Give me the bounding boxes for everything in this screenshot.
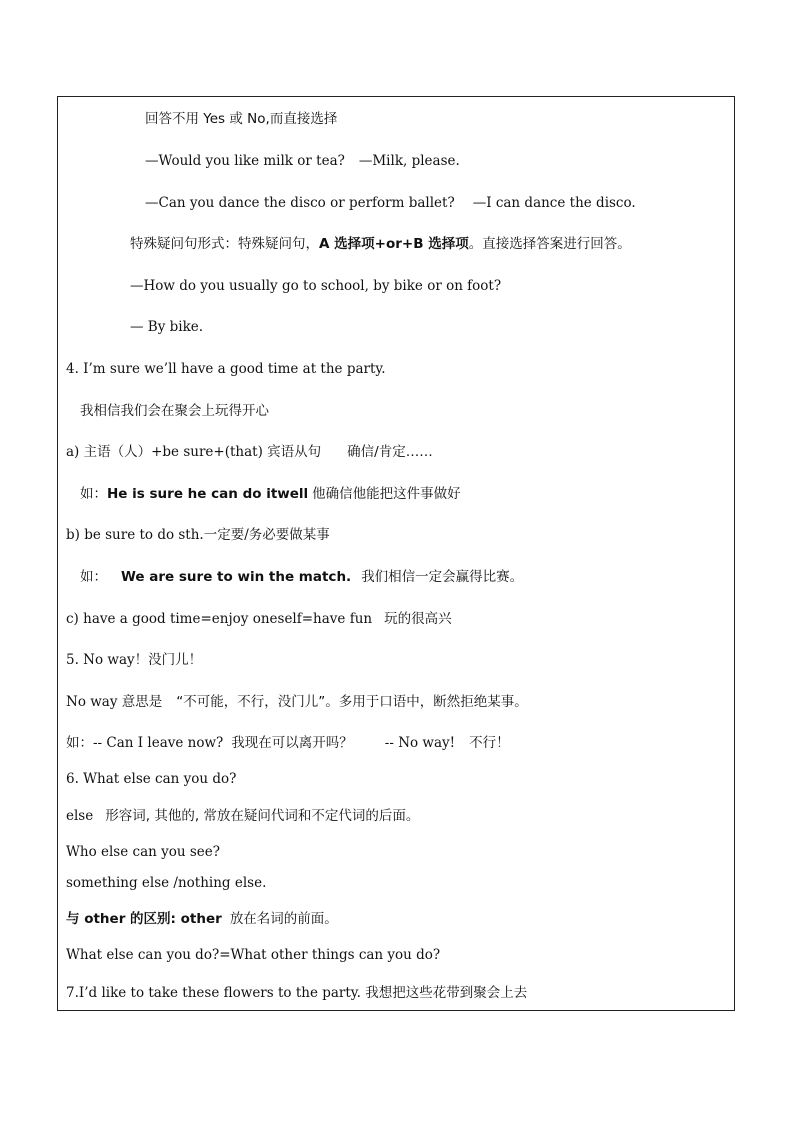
meaning-label: No way 意思是	[66, 694, 163, 710]
else-example-1	[66, 843, 220, 861]
rule-b	[66, 526, 330, 544]
heading-text: 5. No way！没门儿！	[66, 652, 203, 668]
example-answer-translation: 不行！	[469, 735, 510, 751]
answer-text: — By bike.	[130, 319, 204, 335]
example-label: 如：	[80, 486, 107, 502]
word-text: else	[66, 808, 94, 824]
heading-text: 4. I’m sure we’ll have a good time at the party.	[66, 361, 386, 377]
rule-text: c) have a good time=enjoy oneself=have fun	[66, 611, 373, 627]
example-milk-tea	[145, 152, 460, 170]
difference-text: 放在名词的前面。	[229, 911, 338, 927]
example-text: something else /nothing else.	[66, 875, 267, 891]
form-pattern: A 选择项+or+B 选择项	[319, 236, 469, 252]
else-other-equivalence	[66, 946, 440, 964]
item-5-heading	[66, 651, 202, 669]
else-example-2	[66, 874, 266, 892]
form-note: 。直接选择答案进行回答。	[468, 236, 631, 252]
example-translation: 我们相信一定会赢得比赛。	[361, 569, 524, 585]
example-disco	[145, 194, 636, 212]
example-translation: 他确信他能把这件事做好	[312, 486, 461, 502]
heading-text: 7.I’d like to take these flowers to the party. 我想把这些花带到聚会上去	[66, 985, 528, 1001]
example-by-bike	[130, 318, 203, 336]
else-definition	[66, 807, 419, 825]
rule-c	[66, 610, 452, 628]
meaning-text: “不可能，不行，没门儿”。多用于口语中，断然拒绝某事。	[176, 694, 528, 710]
definition-text: 形容词, 其他的, 常放在疑问代词和不定代词的后面。	[105, 808, 420, 824]
example-text: Who else can you see?	[66, 844, 220, 860]
question-text: —How do you usually go to school, by bike or on foot?	[130, 278, 502, 294]
rule-text: a) 主语（人）+be sure+(that) 宾语从句	[66, 444, 322, 460]
item-4-heading	[66, 360, 386, 378]
item-7-heading	[66, 984, 527, 1002]
answer-text: —I can dance the disco.	[472, 195, 636, 211]
heading-text: 6. What else can you do?	[66, 771, 237, 787]
rule-meaning: 确信/肯定……	[347, 444, 433, 460]
item-5-meaning	[66, 693, 528, 711]
rule-a	[66, 443, 433, 461]
other-difference	[66, 910, 338, 928]
example-a	[80, 485, 461, 503]
item-6-heading	[66, 770, 236, 788]
answer-rule-line	[145, 110, 337, 128]
example-b	[80, 568, 523, 586]
item-4-translation	[80, 402, 269, 420]
difference-label: 与 other 的区别: other	[66, 911, 222, 927]
example-label: 如：	[80, 569, 107, 585]
question-text: —Can you dance the disco or perform ballet?	[145, 195, 455, 211]
translation-text: 我相信我们会在聚会上玩得开心	[80, 403, 269, 419]
answer-text: —Milk, please.	[358, 153, 460, 169]
example-sentence: We are sure to win the match.	[121, 569, 352, 585]
rule-text: b) be sure to do sth.一定要/务必要做某事	[66, 527, 330, 543]
item-5-example	[66, 734, 510, 752]
form-label: 特殊疑问句形式：特殊疑问句，	[130, 236, 319, 252]
example-question-translation: 我现在可以离开吗？	[231, 735, 353, 751]
example-sentence: He is sure he can do itwell	[107, 486, 309, 502]
example-how-school	[130, 277, 501, 295]
question-text: —Would you like milk or tea?	[145, 153, 345, 169]
special-question-form	[130, 235, 631, 253]
example-question: 如：-- Can I leave now?	[66, 735, 224, 751]
rule-meaning: 玩的很高兴	[384, 611, 452, 627]
example-text: What else can you do?=What other things can you do?	[66, 947, 441, 963]
answer-rule-text: 回答不用 Yes 或 No,而直接选择	[145, 111, 338, 127]
example-answer: -- No way!	[384, 735, 456, 751]
